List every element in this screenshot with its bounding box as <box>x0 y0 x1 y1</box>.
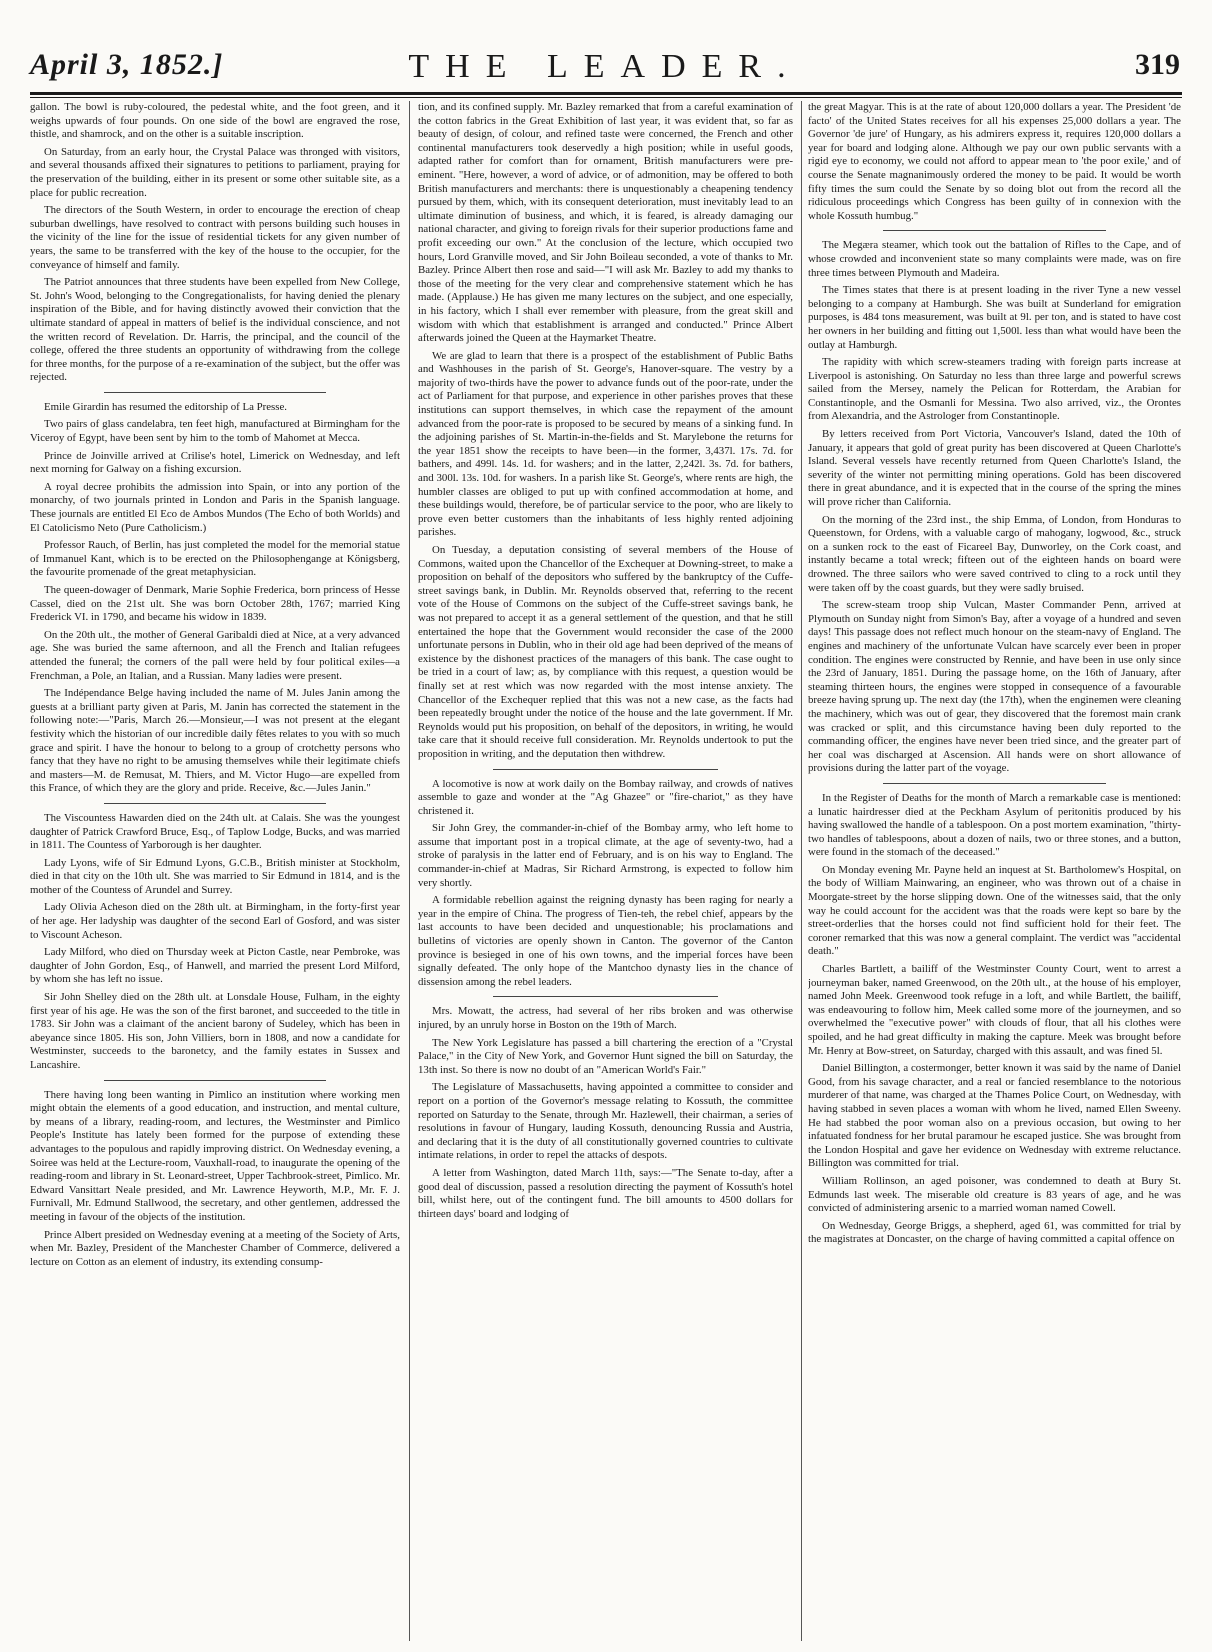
article-paragraph: Professor Rauch, of Berlin, has just completed the model for the memorial statue of Immanuel Kant, which is to be erected on the Philosophengange at Königsberg, the favourite promenade of the great metaphysician. <box>30 539 400 579</box>
column-1 <box>30 101 400 1641</box>
article-paragraph: Two pairs of glass candelabra, ten feet high, manufactured at Birmingham for the Viceroy of Egypt, have been sent by him to the tomb of Mahomet at Mecca. <box>30 418 400 445</box>
article-paragraph: Prince Albert presided on Wednesday evening at a meeting of the Society of Arts, when Mr. Bazley, President of the Manchester Chamber of Commerce, delivered a lecture on Cotton as an element of industry, its extending consump- <box>30 1228 400 1268</box>
article-paragraph: The directors of the South Western, in order to encourage the erection of cheap suburban dwellings, have resolved to contract with persons building such houses in the vicinity of the line for the issue of residential tickets for any given number of years, the same to be transferred with the key of the house to the occupier, for the conveyance of himself and family. <box>30 204 400 271</box>
article-paragraph: gallon. The bowl is ruby-coloured, the pedestal white, and the foot green, and it weighs upwards of four pounds. On one side of the bowl are engraved the rose, thistle, and shamrock, and on the other is a suitable inscription. <box>30 101 400 141</box>
article-paragraph: The Indépendance Belge having included the name of M. Jules Janin among the guests at a brilliant party given at Paris, M. Janin has corrected the statement in the following note:—"Paris, March 26.—Monsieur,—I was not present at the elegant festivity which the historian of our incredible daily fêtes relates to you with so much grace and spirit. I have the honour to belong to a group of crotchetty persons who fancy that they have no right to be amusing themselves while their legitimate chiefs and masters—M. de Remusat, M. Thiers, and M. Victor Hugo—are expelled from this France, of which they are the glory and pride. Receive, &c.—Jules Janin." <box>30 687 400 795</box>
article-paragraph: On Saturday, from an early hour, the Crystal Palace was thronged with visitors, and several thousands affixed their signatures to petitions to parliament, praying for the preservation of the building, either in its present or some other suitable site, as a place for public recreation. <box>30 145 400 199</box>
article-separator <box>493 996 718 997</box>
article-paragraph: Sir John Grey, the commander-in-chief of the Bombay army, who left home to assume that important post in a tropical climate, at the age of seventy-two, had a stroke of paralysis in the latter end of February, and is on his way to England. The commander-in-chief at Madras, Sir Richard Armstrong, is expected to follow him very shortly. <box>418 822 793 889</box>
article-paragraph: Charles Bartlett, a bailiff of the Westminster County Court, went to arrest a journeyman baker, named Greenwood, on the 20th ult., at the house of his employer, named John Meek. Greenwood took refuge in a loft, and while Bartlett, the bailiff, was endeavouring to follow him, Meek called some more of the journeymen, and so overwhelmed the "executive power" with clouds of flour, that all his clothes were spoiled, and he had great difficulty in making the capture. Meek was brought before Mr. Henry at Bow-street, on Saturday, charged with this assault, and was fined 5l. <box>808 963 1181 1057</box>
article-paragraph: the great Magyar. This is at the rate of about 120,000 dollars a year. The President 'de facto' of the United States receives for all his expenses 25,000 dollars a year. The Governor 'de jure' of Hungary, as his admirers express it, requires 120,000 dollars a year for board and lodging alone. Although we pay our own public servants with a rigid eye to economy, we could not afford to appear mean to 'the poor exile,' and of course the Senate magnanimously ordered the money to be paid. It would be worth fifty times the sum could the Senate by so doing blot out from the record all the ridiculous proceedings which Congress has been guilty of in connexion with the whole Kossuth humbug." <box>808 101 1181 222</box>
article-paragraph: Lady Olivia Acheson died on the 28th ult. at Birmingham, in the forty-first year of her age. Her ladyship was daughter of the second Earl of Gosford, and was sister to Viscount Acheson. <box>30 901 400 941</box>
article-separator <box>883 230 1107 231</box>
article-paragraph: tion, and its confined supply. Mr. Bazley remarked that from a careful examination of the cotton fabrics in the Great Exhibition of last year, it was evident that, so far as beauty of design, of colour, and refined taste were concerned, the French and other continental manufacturers took deservedly a high position; while in useful goods, adapted rather for comfort than for ornament, British manufacturers were pre-eminent. "Here, however, a word of advice, or of admonition, may be offered to both British manufacturers and merchants: there is unquestionably a cheapening tendency pursued by them, which, with its consequent deterioration, must inevitably lead to an ultimate diminution of business, and which, it is feared, is already damaging our national character, and giving to foreign rivals for their superior productions fame and profit exceeding our own." At the conclusion of the lecture, which occupied two hours, Lord Granville moved, and Sir John Boileau seconded, a vote of thanks to Mr. Bazley. Prince Albert then rose and said—"I will ask Mr. Bazley to add my thanks to those of the meeting for the very clear and comprehensive statement which he has made. (Applause.) He has given me many lectures on the subject, and one especially, in his factory, which I shall ever remember with pleasure, from the great skill and wisdom with which that establishment is arranged and conducted." Prince Albert afterwards joined the Queen at the Haymarket Theatre. <box>418 101 793 345</box>
article-paragraph: On the 20th ult., the mother of General Garibaldi died at Nice, at a very advanced age. She was buried the same afternoon, and all the French and Italian refugees attended the funeral; the corners of the pall were held by four political exiles—a Frenchman, a Pole, an Italian, and a Russian. Many ladies were present. <box>30 628 400 682</box>
article-paragraph: The queen-dowager of Denmark, Marie Sophie Frederica, born princess of Hesse Cassel, died on the 21st ult. She was born October 28th, 1767; married King Frederick VI. in 1790, and became his widow in 1839. <box>30 584 400 624</box>
column-divider <box>801 101 802 1641</box>
article-paragraph: Lady Lyons, wife of Sir Edmund Lyons, G.C.B., British minister at Stockholm, died in that city on the 10th ult. She was married to Sir Edmund in 1814, and is the mother of the Countess of Arundel and Surrey. <box>30 856 400 896</box>
header-rule-thin <box>30 97 1182 98</box>
header-rule <box>30 92 1182 95</box>
article-paragraph: Daniel Billington, a costermonger, better known it was said by the name of Daniel Good, from his savage character, and a real or fancied resemblance to the notorious murderer of that name, was charged at the Thames Police Court, on Wednesday, with having stabbed in seven places a woman with whom he lived, named Ellen Sweeny. He had stabbed the poor woman also on a previous occasion, but owing to her infatuated fondness for her brutal paramour he escaped justice. She was brought from the London Hospital and gave her evidence on Wednesday with extreme reluctance. Billington was committed for trial. <box>808 1062 1181 1170</box>
article-paragraph: William Rollinson, an aged poisoner, was condemned to death at Bury St. Edmunds last week. The miserable old creature is 83 years of age, and he was convicted of administering arsenic to a married woman named Cowell. <box>808 1174 1181 1215</box>
column-3 <box>808 101 1181 1641</box>
article-paragraph: Prince de Joinville arrived at Crilise's hotel, Limerick on Wednesday, and left next morning for Galway on a fishing excursion. <box>30 449 400 476</box>
article-paragraph: The rapidity with which screw-steamers trading with foreign parts increase at Liverpool is astonishing. On Saturday no less than three large and powerful screws sailed from the Mersey, namely the Pelican for Rotterdam, the Arabian for Constantinople, and the Osmanli for Messina. Two also arrived, viz., the Orontes from Alexandria, and the Astrologer from Constantinople. <box>808 356 1181 423</box>
column-divider <box>409 101 410 1641</box>
newspaper-title: THE LEADER. <box>408 48 802 85</box>
article-separator <box>104 803 326 804</box>
article-paragraph: Sir John Shelley died on the 28th ult. at Lonsdale House, Fulham, in the eighty first year of his age. He was the son of the first baronet, and succeeded to the title in 1783. Sir John was a claimant of the ancient barony of Sudeley, which has been in abeyance since 1805. His son, John Villiers, born in 1808, and now a candidate for Westminster, succeeds to the baronetcy, and the family estates in Sussex and Lancashire. <box>30 991 400 1071</box>
article-paragraph: A royal decree prohibits the admission into Spain, or into any portion of the monarchy, of two journals printed in London and Paris in the Spanish language. These journals are entitled El Eco de Ambos Mundos (The Echo of both Worlds) and El Catolicismo Neto (Pure Catholicism.) <box>30 480 400 534</box>
article-paragraph: Mrs. Mowatt, the actress, had several of her ribs broken and was otherwise injured, by an unruly horse in Boston on the 19th of March. <box>418 1005 793 1031</box>
article-paragraph: By letters received from Port Victoria, Vancouver's Island, dated the 10th of January, it appears that gold of great purity has been discovered at Queen Charlotte's Island. Several vessels have recently returned from Queen Charlotte's Island, the severity of the winter not permitting mining operations. Gold has been discovered there in great abundance, and it is expected that in the course of the spring the mines will prove richer than California. <box>808 428 1181 509</box>
article-separator <box>104 1080 326 1081</box>
article-paragraph: The screw-steam troop ship Vulcan, Master Commander Penn, arrived at Plymouth on Sunday night from Simon's Bay, after a voyage of a hundred and seven days! This passage does not reflect much honour on the steam-navy of England. The engines and machinery of the unfortunate Vulcan have scarcely ever been in proper condition. The engines were constructed by Rennie, and have been in use only since the 23rd of January, 1851. During the passage home, on the 16th of January, after steaming thirteen hours, the engines were stopped in consequence of a favourable breeze having sprung up. The next day (the 17th), when the enginemen were cleaning the machinery, which was out of gear, they discovered that the foremost main crank was cracked or split, and this circumstance having been duly reported to the commanding officer, the engines have never been tried since, and the greater part of her coal was discharged at Ascension. All hands were on short allowance of provisions during the latter part of the voyage. <box>808 599 1181 775</box>
article-paragraph: The Megæra steamer, which took out the battalion of Rifles to the Cape, and of whose crowded and inconvenient state so many complaints were made, was on fire three times between Plymouth and Madeira. <box>808 239 1181 279</box>
article-paragraph: A formidable rebellion against the reigning dynasty has been raging for nearly a year in the empire of China. The progress of Tien-teh, the rebel chief, appears by the last accounts to have been decided and unquestionable; his proclamations and bulletins of victories are openly shown in Canton. The governor of the Canton province is besieged in one of his own towns, and the imperial forces have been signally defeated. The only hope of the Mantchoo dynasty lies in the chance of dissension among the rebel leaders. <box>418 894 793 988</box>
article-paragraph: On Wednesday, George Briggs, a shepherd, aged 61, was committed for trial by the magistrates at Doncaster, on the charge of having committed a capital offence on <box>808 1219 1181 1246</box>
column-2 <box>418 101 793 1641</box>
article-separator <box>883 783 1107 784</box>
article-separator <box>493 769 718 770</box>
article-paragraph: A letter from Washington, dated March 11th, says:—"The Senate to-day, after a good deal of discussion, passed a resolution directing the payment of Kossuth's hotel bill, whilst here, out of the contingent fund. The bill amounts to 4500 dollars for thirteen days' board and lodging of <box>418 1166 793 1220</box>
article-paragraph: On Monday evening Mr. Payne held an inquest at St. Bartholomew's Hospital, on the body of William Mainwaring, an engineer, who was thrown out of a chaise in Moorgate-street by the horse slipping down. One of the witnesses said, that the only way he could account for the accident was that the roads were kept so bare by the street-orderlies that the horses could not find sufficient hold for their feet. The coroner remarked that this was now a general complaint. The verdict was "accidental death." <box>808 863 1181 958</box>
article-paragraph: On Tuesday, a deputation consisting of several members of the House of Commons, waited upon the Chancellor of the Exchequer at Downing-street, to make a proposition on behalf of the depositors who suffered by the bankruptcy of the Cuffe-street savings bank, in Dublin. Mr. Reynolds observed that, referring to the recent vote of the House of Commons on the subject of the Cuffe-street savings bank, he was not prepared to accept it as a general settlement of the question, and that he still entertained the hope that the Government would reconsider the case of the 2000 unfortunate persons in Dublin, who in their old age had been deprived of the means of existence by the dishonest practices of the managers of this bank. The case ought to be tried in a court of law; as, by compliance with this request, a question would be finally set at rest which was now regarded with the most intense anxiety. The Chancellor of the Exchequer replied that this was not a new case, as the facts had been repeatedly brought under the notice of the house and the late government. If Mr. Reynolds would put his proposition, on behalf of the depositors, in writing, he would take care that it should receive full consideration. Mr. Reynolds undertook to put the proposition in writing, and the deputation then withdrew. <box>418 544 793 760</box>
article-paragraph: Emile Girardin has resumed the editorship of La Presse. <box>44 400 288 413</box>
article-paragraph: We are glad to learn that there is a prospect of the establishment of Public Baths and Washhouses in the parish of St. George's, Hanover-square. The vestry by a majority of two-thirds have the power to advance funds out of the poor-rate, under the act of Parliament for that purpose, and experience in other parishes proves that these institutions can support themselves, in which case the repayment of the amount advanced from the poor-rate is proposed to be secured by means of a sinking fund. In the adjoining parishes of St. Martin-in-the-fields and St. Marylebone the returns for the year 1851 show the receipts to have been—in the former, 3,437l. 17s. 7d. for bathers, and 499l. 14s. 1d. for washers; and in the latter, 2,242l. 3s. 7d. for bathers, and 300l. 13s. 10d. for washers. In a parish like St. George's, where rents are high, the humbler classes are obliged to put up with confined accommodation at home, and these buildings would, therefore, be of particular service to the poor, who are likely to prove even better customers than the inhabitants of less highly rented adjoining parishes. <box>418 349 793 539</box>
masthead <box>30 48 1180 92</box>
article-paragraph: Lady Milford, who died on Thursday week at Picton Castle, near Pembroke, was daughter of John Gordon, Esq., of Hanwell, and married the present Lord Milford, by whom she has left no issue. <box>30 946 400 986</box>
article-paragraph: The Patriot announces that three students have been expelled from New College, St. John's Wood, belonging to the Congregationalists, for having denied the plenary inspiration of the Bible, and for having distinctly avowed their conviction that the ultimate standard of appeal in matters of belief is the individual conscience, and not the written record of Revelation. Dr. Harris, the principal, and the council of the college, offered the three students an opportunity of withdrawing from the college for three months, for the purpose of a re-examination of the subject, but the offer was rejected. <box>30 276 400 384</box>
issue-date: April 3, 1852.] <box>30 48 224 81</box>
article-paragraph: The New York Legislature has passed a bill chartering the erection of a "Crystal Palace," in the City of New York, and Governor Hunt signed the bill on Saturday, the 13th inst. So there is now no doubt of an "American World's Fair." <box>418 1036 793 1076</box>
article-paragraph: The Times states that there is at present loading in the river Tyne a new vessel belonging to a company at Hamburgh. She was built at Sunderland for emigration purposes, is 484 tons measurement, was built at 9l. per ton, and is stated to have cost her owners in her building and fitting out 1,500l. less than what would have been the outlay at Hamburgh. <box>808 284 1181 351</box>
article-separator <box>104 392 326 393</box>
article-paragraph: There having long been wanting in Pimlico an institution where working men might obtain the elements of a good education, and instruction, and mental culture, by means of a library, reading-room, and lectures, the Westminster and Pimlico People's Institute has lately been formed for the purpose of extending these advantages to the populous and rapidly improving district. On Wednesday evening, a Soiree was held at the Lecture-room, Vauxhall-road, to inaugurate the opening of the reading-room and library in St. Leonard-street, Upper Tachbrook-street, Pimlico. Mr. Edward Vansittart Neale presided, and Mr. Lawrence Heyworth, M.P., Mr. F. J. Furnivall, Mr. Edmund Stallwood, the secretary, and other gentlemen, addressed the meeting in favour of the objects of the institution. <box>30 1088 400 1223</box>
article-paragraph: In the Register of Deaths for the month of March a remarkable case is mentioned: a lunatic hairdresser died at the Peckham Asylum of peritonitis produced by his having swallowed the handle of a tablespoon. On a post mortem examination, "thirty-two handles of tablespoons, about a dozen of nails, two or three stones, and a button, were found in the stomach of the deceased." <box>808 791 1181 859</box>
article-paragraph: On the morning of the 23rd inst., the ship Emma, of London, from Honduras to Queenstown, for Ordens, with a valuable cargo of mahogany, logwood, &c., struck on a sunken rock to the east of Ficareel Bay, Dunworley, on the Cork coast, and instantly became a total wreck; fifteen out of the eighteen hands on board were drowned. The three sailors who were saved contrived to cling to a rock until they were taken off by the coast guards, but they were sadly bruised. <box>808 513 1181 594</box>
page-number: 319 <box>1135 48 1180 81</box>
article-paragraph: A locomotive is now at work daily on the Bombay railway, and crowds of natives assemble to gaze and wonder at the "Ag Ghazee" or "fire-chariot," as they have christened it. <box>418 777 793 817</box>
article-paragraph: The Viscountess Hawarden died on the 24th ult. at Calais. She was the youngest daughter of Patrick Crawford Bruce, Esq., of Taplow Lodge, Bucks, and was married in 1811. The Countess of Yarborough is her daughter. <box>30 811 400 852</box>
article-paragraph: The Legislature of Massachusetts, having appointed a committee to consider and report on a portion of the Governor's message relating to Kossuth, the committee reported on Saturday to the Senate, through Mr. Hazlewell, their chairman, a series of resolutions in favour of Hungary, lauding Kossuth, denouncing Russia and Austria, and declaring that it is the duty of all constitutionally governed countries to cultivate intimate relations, in order to repel the attacks of despots. <box>418 1081 793 1162</box>
